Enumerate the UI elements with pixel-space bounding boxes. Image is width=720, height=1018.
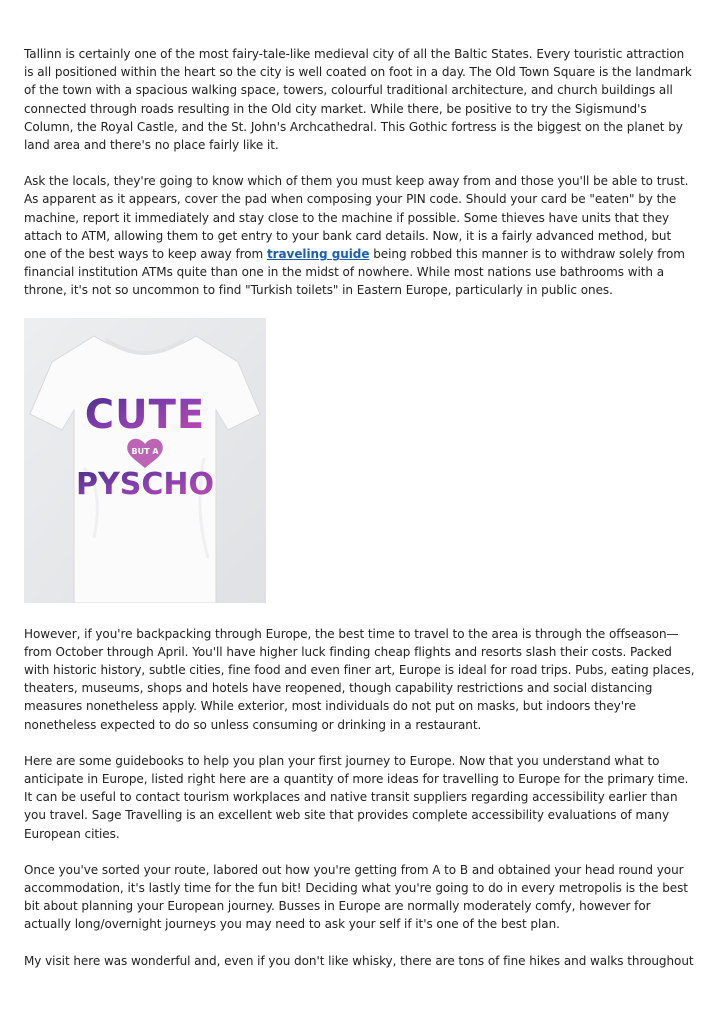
paragraph-atm-safety bbox=[24, 172, 696, 299]
print-word-top: CUTE bbox=[84, 391, 206, 438]
paragraph-guidebooks: Here are some guidebooks to help you plan your first journey to Europe. Now that you understand what to anticipate in Europe, listed right here are a quantity of more ideas for travelling to Europe for the primary time. It can be useful to contact tourism workplaces and native transit suppliers regarding accessibility earlier than you travel. Sage Travelling is an excellent web site that provides complete accessibility evaluations of many European cities. bbox=[24, 753, 689, 841]
paragraph-route-planning: Once you've sorted your route, labored out how you're getting from A to B and obtained your head round your accommodation, it's lastly time for the fun bit! Deciding what you're going to do in every metropolis is the best bit about planning your European journey. Busses in Europe are normally moderately comfy, however for actually long/overnight journeys you may need to ask your self if it's one of the best plan. bbox=[24, 862, 688, 932]
print-word-bottom: PYSCHO bbox=[76, 466, 214, 502]
paragraph-atm-text-after: being robbed this manner is to withdraw solely from financial institution ATMs quite than one in the midst of nowhere. While most nations use bathrooms with a throne, it's not so uncommon to find "Turkish toilets" in Eastern Europe, particularly in public ones. bbox=[24, 247, 685, 298]
traveling-guide-link[interactable]: traveling guide bbox=[266, 247, 370, 262]
paragraph-visit: My visit here was wonderful and, even if you don't like whisky, there are tons of fine hikes and walks throughout bbox=[24, 953, 694, 968]
paragraph-offseason: However, if you're backpacking through Europe, the best time to travel to the area is through the offseason—from October through April. You'll have higher luck finding cheap flights and resorts slash their costs. Packed with historic history, subtle cities, fine food and even finer art, Europe is ideal for road trips. Pubs, eating places, theaters, museums, shops and hotels have reopened, though capability restrictions and social distancing measures nonetheless apply. While exterior, most individuals do not put on masks, but indoors they're nonetheless expected to do so unless consuming or drinking in a restaurant. bbox=[24, 626, 695, 732]
tshirt-illustration bbox=[24, 318, 266, 603]
tshirt-product-image bbox=[24, 318, 266, 603]
paragraph-tallinn: Tallinn is certainly one of the most fairy-tale-like medieval city of all the Baltic States. Every touristic attraction is all positioned within the heart so the city is well coated on foot in a day. The Old Town Square is the landmark of the town with a spacious walking space, towers, colourful traditional architecture, and church buildings all connected through roads resulting in the Old city market. While there, be positive to try the Sigismund's Column, the Royal Castle, and the St. John's Archcathedral. This Gothic fortress is the biggest on the planet by land area and there's no place fairly like it. bbox=[24, 47, 692, 153]
paragraph-atm-text-before: Ask the locals, they're going to know which of them you must keep away from and those you'll be able to trust. As apparent as it appears, cover the pad when composing your PIN code. Should your card be "eaten" by the machine, report it immediately and stay close to the machine if possible. Some thieves have units that they attach to ATM, allowing them to get entry to your bank card details. Now, it is a fairly advanced method, but one of the best ways to keep away from bbox=[24, 174, 689, 262]
article-body bbox=[24, 45, 696, 988]
print-word-mid: BUT A bbox=[131, 446, 159, 456]
